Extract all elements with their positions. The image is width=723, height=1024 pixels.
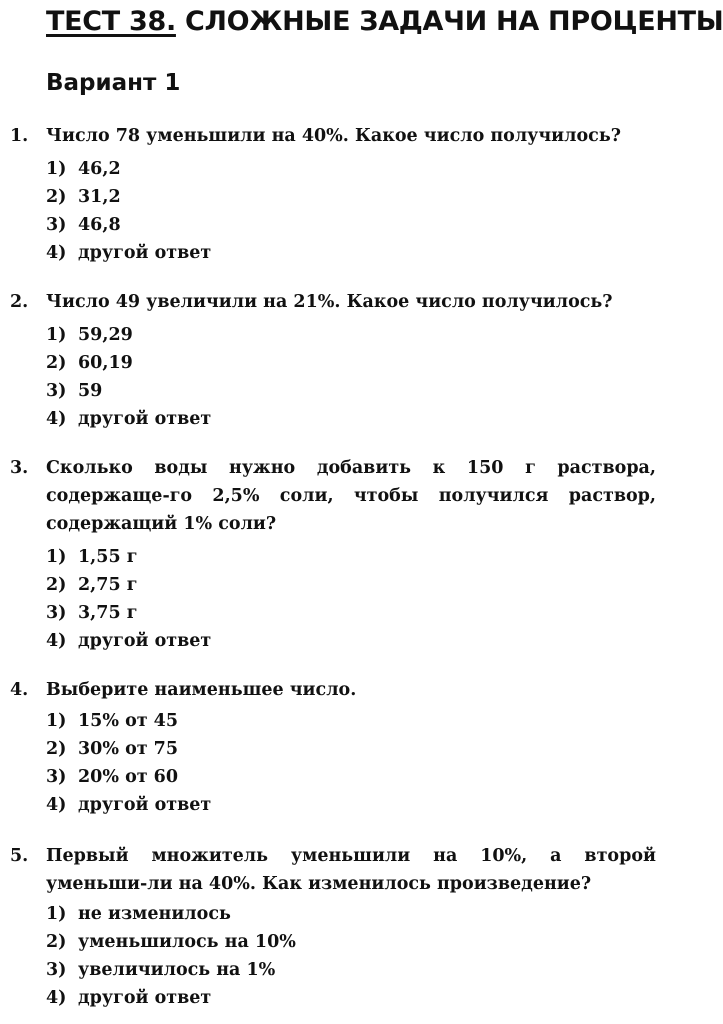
test-number: ТЕСТ 38. xyxy=(46,6,176,37)
option-number: 4) xyxy=(46,631,67,651)
answer-option[interactable] xyxy=(46,349,606,377)
option-number: 1) xyxy=(46,547,67,567)
option-text: другой ответ xyxy=(78,243,212,263)
option-number: 3) xyxy=(46,767,67,787)
answer-option[interactable] xyxy=(46,571,606,599)
option-number: 1) xyxy=(46,904,67,924)
option-text: 30% от 75 xyxy=(78,739,179,759)
option-number: 3) xyxy=(46,381,67,401)
page-title xyxy=(46,2,723,42)
task-question: Первый множитель уменьшили на 10%, а второй уменьши-ли на 40%. Как изменилось произведение? xyxy=(46,846,656,894)
option-text: другой ответ xyxy=(78,631,212,651)
option-text: 1,55 г xyxy=(78,547,138,567)
option-text: 59,29 xyxy=(78,325,133,345)
answer-options xyxy=(46,543,606,655)
option-text: 46,2 xyxy=(78,159,121,179)
answer-option[interactable] xyxy=(46,627,606,655)
option-number: 1) xyxy=(46,711,67,731)
option-text: 59 xyxy=(78,381,103,401)
task-number: 1. xyxy=(10,126,29,146)
option-number: 2) xyxy=(46,353,67,373)
answer-option[interactable] xyxy=(46,984,606,1012)
answer-option[interactable] xyxy=(46,155,606,183)
option-text: не изменилось xyxy=(78,904,231,924)
option-text: 20% от 60 xyxy=(78,767,179,787)
task-number: 5. xyxy=(10,846,29,866)
variant-heading: Вариант 1 xyxy=(46,70,181,96)
option-text: другой ответ xyxy=(78,409,212,429)
task-number: 4. xyxy=(10,680,29,700)
answer-option[interactable] xyxy=(46,183,606,211)
option-text: 3,75 г xyxy=(78,603,138,623)
option-number: 2) xyxy=(46,575,67,595)
option-text: увеличилось на 1% xyxy=(78,960,276,980)
task-question: Число 49 увеличили на 21%. Какое число получилось? xyxy=(46,292,613,312)
option-number: 2) xyxy=(46,187,67,207)
option-number: 3) xyxy=(46,215,67,235)
answer-option[interactable] xyxy=(46,928,606,956)
option-number: 2) xyxy=(46,739,67,759)
answer-option[interactable] xyxy=(46,956,606,984)
answer-option[interactable] xyxy=(46,321,606,349)
option-number: 1) xyxy=(46,325,67,345)
option-number: 1) xyxy=(46,159,67,179)
answer-option[interactable] xyxy=(46,900,606,928)
test-title: СЛОЖНЫЕ ЗАДАЧИ НА ПРОЦЕНТЫ xyxy=(185,6,723,37)
answer-option[interactable] xyxy=(46,543,606,571)
answer-option[interactable] xyxy=(46,791,606,819)
answer-option[interactable] xyxy=(46,405,606,433)
answer-options xyxy=(46,900,606,1012)
option-text: 15% от 45 xyxy=(78,711,179,731)
answer-option[interactable] xyxy=(46,763,606,791)
answer-option[interactable] xyxy=(46,211,606,239)
option-number: 3) xyxy=(46,960,67,980)
task-number: 3. xyxy=(10,458,29,478)
answer-option[interactable] xyxy=(46,735,606,763)
task-question: Сколько воды нужно добавить к 150 г раствора, содержаще-го 2,5% соли, чтобы получился раствор, содержащий 1% соли? xyxy=(46,458,656,534)
task-question: Число 78 уменьшили на 40%. Какое число получилось? xyxy=(46,126,621,146)
option-number: 2) xyxy=(46,932,67,952)
option-number: 4) xyxy=(46,243,67,263)
option-number: 4) xyxy=(46,409,67,429)
answer-option[interactable] xyxy=(46,707,606,735)
answer-options xyxy=(46,155,606,267)
option-text: другой ответ xyxy=(78,988,212,1008)
option-text: 60,19 xyxy=(78,353,133,373)
task-number: 2. xyxy=(10,292,29,312)
option-text: уменьшилось на 10% xyxy=(78,932,296,952)
option-number: 3) xyxy=(46,603,67,623)
task-question: Выберите наименьшее число. xyxy=(46,680,357,700)
option-text: другой ответ xyxy=(78,795,212,815)
answer-options xyxy=(46,707,606,819)
answer-option[interactable] xyxy=(46,239,606,267)
option-text: 31,2 xyxy=(78,187,121,207)
option-text: 46,8 xyxy=(78,215,121,235)
option-number: 4) xyxy=(46,988,67,1008)
answer-options xyxy=(46,321,606,433)
answer-option[interactable] xyxy=(46,377,606,405)
option-number: 4) xyxy=(46,795,67,815)
option-text: 2,75 г xyxy=(78,575,138,595)
answer-option[interactable] xyxy=(46,599,606,627)
